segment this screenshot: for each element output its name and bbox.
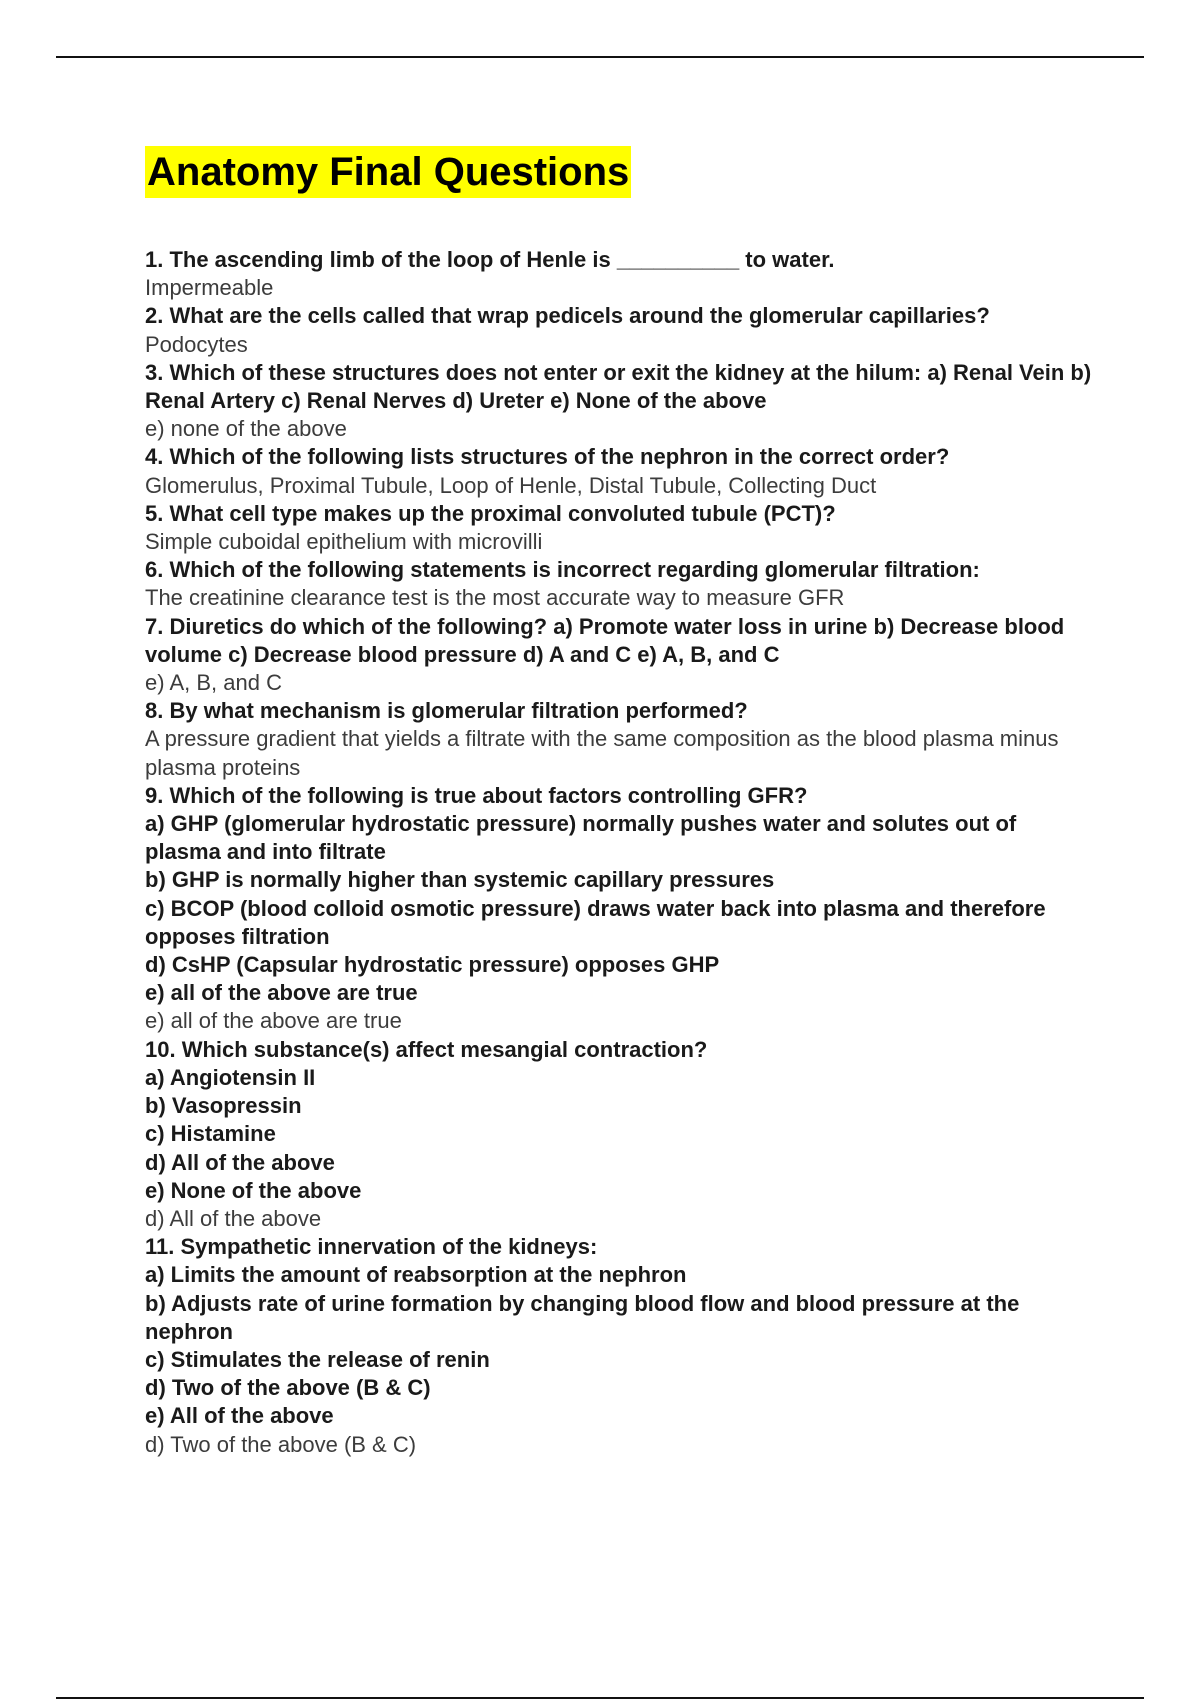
bottom-rule: [56, 1697, 1144, 1699]
option-text: e) all of the above are true: [145, 980, 418, 1006]
question-text: 10. Which substance(s) affect mesangial contraction?: [145, 1036, 708, 1062]
answer-text: e) all of the above are true: [145, 1008, 402, 1034]
option-text: b) GHP is normally higher than systemic capillary pressures: [145, 867, 775, 893]
question-block: [145, 246, 1095, 302]
question-block: [145, 1036, 1095, 1233]
answer-text: Podocytes: [145, 331, 248, 357]
question-block: [145, 697, 1095, 782]
question-text: 4. Which of the following lists structures of the nephron in the correct order?: [145, 444, 950, 470]
title-container: [145, 146, 631, 198]
option-text: b) Adjusts rate of urine formation by changing blood flow and blood pressure at the nephron: [145, 1290, 1020, 1344]
option-text: c) Histamine: [145, 1121, 276, 1147]
question-list: [145, 246, 1095, 1459]
question-block: [145, 782, 1095, 1036]
question-text: 1. The ascending limb of the loop of Henle is __________ to water.: [145, 247, 835, 272]
question-text: 8. By what mechanism is glomerular filtration performed?: [145, 698, 748, 724]
option-text: d) Two of the above (B & C): [145, 1375, 431, 1401]
question-text: 5. What cell type makes up the proximal convoluted tubule (PCT)?: [145, 500, 836, 526]
answer-text: Glomerulus, Proximal Tubule, Loop of Henle, Distal Tubule, Collecting Duct: [145, 472, 877, 498]
question-block: [145, 500, 1095, 556]
option-text: d) CsHP (Capsular hydrostatic pressure) opposes GHP: [145, 952, 720, 978]
option-text: c) Stimulates the release of renin: [145, 1346, 490, 1372]
answer-text: e) none of the above: [145, 416, 347, 442]
answer-text: The creatinine clearance test is the most accurate way to measure GFR: [145, 585, 845, 611]
answer-text: d) All of the above: [145, 1205, 322, 1231]
question-text: 9. Which of the following is true about factors controlling GFR?: [145, 782, 808, 808]
answer-text: Simple cuboidal epithelium with microvilli: [145, 529, 543, 555]
answer-text: Impermeable: [145, 275, 274, 301]
option-text: e) None of the above: [145, 1177, 362, 1203]
question-block: [145, 1233, 1095, 1459]
answer-text: d) Two of the above (B & C): [145, 1431, 417, 1457]
option-text: a) Angiotensin II: [145, 1064, 316, 1090]
question-text: 7. Diuretics do which of the following? a) Promote water loss in urine b) Decrease blood volume c) Decrease blood pressure d) A and C e) A, B, and C: [145, 613, 1065, 667]
option-text: b) Vasopressin: [145, 1093, 302, 1119]
question-block: [145, 556, 1095, 612]
question-block: [145, 302, 1095, 358]
page-title: Anatomy Final Questions: [145, 146, 631, 198]
question-block: [145, 613, 1095, 698]
option-text: a) Limits the amount of reabsorption at the nephron: [145, 1262, 687, 1288]
option-text: a) GHP (glomerular hydrostatic pressure) normally pushes water and solutes out of plasma and into filtrate: [145, 811, 1017, 865]
question-text: 2. What are the cells called that wrap pedicels around the glomerular capillaries?: [145, 303, 990, 329]
answer-text: e) A, B, and C: [145, 670, 282, 696]
option-text: e) All of the above: [145, 1403, 334, 1429]
question-block: [145, 359, 1095, 444]
top-rule: [56, 56, 1144, 58]
answer-text: A pressure gradient that yields a filtrate with the same composition as the blood plasma minus plasma proteins: [145, 726, 1059, 780]
question-text: 11. Sympathetic innervation of the kidneys:: [145, 1234, 598, 1260]
question-block: [145, 443, 1095, 499]
question-text: 3. Which of these structures does not enter or exit the kidney at the hilum: a) Renal Vein b) Renal Artery c) Renal Nerves d) Ureter e) None of the above: [145, 359, 1092, 414]
question-text: 6. Which of the following statements is incorrect regarding glomerular filtration:: [145, 557, 980, 583]
option-text: d) All of the above: [145, 1149, 335, 1175]
option-text: c) BCOP (blood colloid osmotic pressure) draws water back into plasma and therefore opposes filtration: [145, 895, 1046, 949]
